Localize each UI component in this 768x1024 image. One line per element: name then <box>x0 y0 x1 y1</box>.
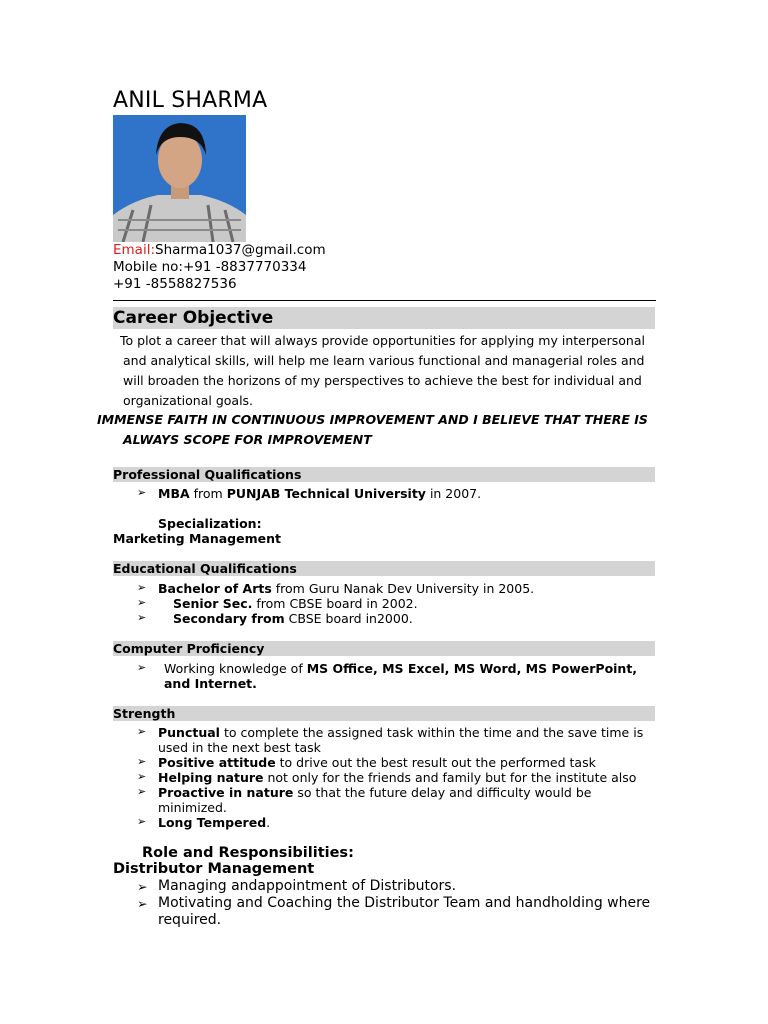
education-item: Senior Sec. from CBSE board in 2002. <box>173 596 418 611</box>
strength-item: Proactive in nature so that the future delay and difficulty would be <box>158 785 592 800</box>
bullet-icon: ➢ <box>137 661 147 674</box>
bullet-icon: ➢ <box>137 755 147 768</box>
bullet-icon: ➢ <box>137 725 147 738</box>
roles-heading: Role and Responsibilities: <box>142 845 354 861</box>
computer-item-line-2: and Internet. <box>164 676 257 691</box>
career-emphasis-2: ALWAYS SCOPE FOR IMPROVEMENT <box>123 432 372 447</box>
mobile-line: Mobile no:+91 -8837770334 <box>113 259 307 275</box>
specialization-value: Marketing Management <box>113 531 281 546</box>
bullet-icon: ➢ <box>137 896 148 911</box>
role-item: Motivating and Coaching the Distributor Team and handholding where <box>158 895 651 911</box>
strength-item: Punctual to complete the assigned task within the time and the save time is <box>158 725 644 740</box>
strength-item: Long Tempered. <box>158 815 271 830</box>
bullet-icon: ➢ <box>137 785 147 798</box>
roles-subheading: Distributor Management <box>113 861 315 877</box>
specialization-label: Specialization: <box>158 516 262 531</box>
email-value[interactable]: Sharma1037@gmail.com <box>155 242 326 258</box>
strength-item-cont: used in the next best task <box>158 740 321 755</box>
career-emphasis-1: IMMENSE FAITH IN CONTINUOUS IMPROVEMENT AND I BELIEVE THAT THERE IS <box>97 412 648 427</box>
bullet-icon: ➢ <box>137 770 147 783</box>
strength-item-cont: minimized. <box>158 800 227 815</box>
computer-item-line-1: Working knowledge of MS Office, MS Excel, MS Word, MS PowerPoint, <box>164 661 638 676</box>
candidate-name: ANIL SHARMA <box>113 88 268 113</box>
bullet-icon: ➢ <box>137 581 147 594</box>
professional-heading: Professional Qualifications <box>113 467 655 482</box>
email-label: Email: <box>113 242 156 258</box>
career-line-1: To plot a career that will always provide opportunities for applying my interpersonal <box>120 333 645 348</box>
strength-heading: Strength <box>113 706 655 721</box>
professional-item: MBA from PUNJAB Technical University in 2007. <box>158 486 482 501</box>
bullet-icon: ➢ <box>137 486 147 499</box>
career-line-3: will broaden the horizons of my perspectives to achieve the best for individual and <box>123 373 642 388</box>
educational-heading: Educational Qualifications <box>113 561 655 576</box>
strength-item: Positive attitude to drive out the best result out the performed task <box>158 755 596 770</box>
career-line-2: and analytical skills, will help me learn various functional and managerial roles and <box>123 353 645 368</box>
education-item: Bachelor of Arts from Guru Nanak Dev University in 2005. <box>158 581 535 596</box>
career-objective-heading: Career Objective <box>113 307 655 329</box>
bullet-icon: ➢ <box>137 596 147 609</box>
header-divider <box>113 300 656 301</box>
mobile-line-2: +91 -8558827536 <box>113 276 237 292</box>
profile-photo <box>113 115 246 242</box>
email-line <box>113 242 326 259</box>
education-item: Secondary from CBSE board in2000. <box>173 611 413 626</box>
bullet-icon: ➢ <box>137 815 147 828</box>
bullet-icon: ➢ <box>137 611 147 624</box>
role-item-cont: required. <box>158 912 222 928</box>
strength-item: Helping nature not only for the friends and family but for the institute also <box>158 770 637 785</box>
career-line-4: organizational goals. <box>123 393 254 408</box>
computer-heading: Computer Proficiency <box>113 641 655 656</box>
role-item: Managing andappointment of Distributors. <box>158 878 457 894</box>
bullet-icon: ➢ <box>137 879 148 894</box>
